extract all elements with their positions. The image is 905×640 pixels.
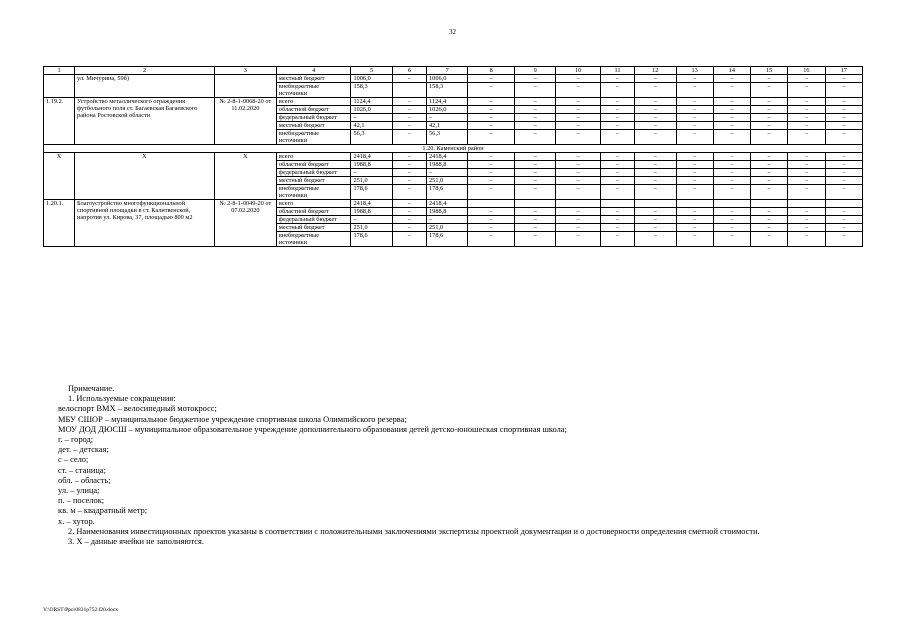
value-cell: – xyxy=(788,169,825,177)
value-cell: – xyxy=(600,185,634,200)
value-cell: – xyxy=(515,153,556,161)
value-cell: – xyxy=(515,114,556,122)
value-cell: – xyxy=(788,224,825,232)
value-cell: – xyxy=(676,224,713,232)
value-cell: 2418,4 xyxy=(427,200,468,208)
value-cell: – xyxy=(392,216,426,224)
value-cell: – xyxy=(751,83,788,98)
value-cell: – xyxy=(600,106,634,114)
value-cell: – xyxy=(713,169,750,177)
value-cell: – xyxy=(825,224,862,232)
funding-source-cell: внебюджетные источники xyxy=(276,130,351,145)
funding-source-cell: местный бюджет xyxy=(276,177,351,185)
value-cell: – xyxy=(676,130,713,145)
value-cell: 42,1 xyxy=(427,122,468,130)
value-cell: – xyxy=(825,130,862,145)
value-cell: – xyxy=(556,75,601,83)
value-cell: – xyxy=(556,130,601,145)
value-cell: 1026,0 xyxy=(351,106,392,114)
header-cell: 4 xyxy=(276,67,351,75)
value-cell: – xyxy=(676,75,713,83)
value-cell: – xyxy=(392,106,426,114)
value-cell: – xyxy=(468,224,515,232)
value-cell: – xyxy=(825,177,862,185)
value-cell: – xyxy=(600,75,634,83)
value-cell: – xyxy=(556,153,601,161)
header-cell: 5 xyxy=(351,67,392,75)
value-cell: – xyxy=(635,216,676,224)
value-cell: – xyxy=(713,177,750,185)
value-cell: – xyxy=(713,75,750,83)
value-cell: – xyxy=(825,83,862,98)
value-cell: – xyxy=(515,232,556,247)
value-cell: – xyxy=(788,208,825,216)
value-cell: – xyxy=(713,216,750,224)
value-cell: – xyxy=(635,169,676,177)
value-cell: – xyxy=(600,232,634,247)
value-cell: – xyxy=(635,177,676,185)
document-cell: № 2-8-1-0068-20 от 11.02.2020 xyxy=(214,98,276,145)
row-number-cell: 1.19.2. xyxy=(44,98,75,145)
funding-source-cell: всего xyxy=(276,153,351,161)
value-cell: 56,3 xyxy=(351,130,392,145)
value-cell: – xyxy=(468,208,515,216)
value-cell: – xyxy=(825,232,862,247)
funding-source-cell: внебюджетные источники xyxy=(276,232,351,247)
value-cell: – xyxy=(676,208,713,216)
value-cell: – xyxy=(600,122,634,130)
value-cell: – xyxy=(713,185,750,200)
project-name-cell: X xyxy=(75,153,215,200)
value-cell: 1988,8 xyxy=(427,208,468,216)
value-cell: – xyxy=(788,122,825,130)
value-cell xyxy=(751,200,788,208)
value-cell: – xyxy=(713,224,750,232)
header-cell: 13 xyxy=(676,67,713,75)
value-cell: – xyxy=(392,114,426,122)
value-cell: – xyxy=(515,208,556,216)
value-cell: – xyxy=(600,153,634,161)
header-cell: 9 xyxy=(515,67,556,75)
value-cell: – xyxy=(713,153,750,161)
value-cell: – xyxy=(788,130,825,145)
document-cell: № 2-8-1-0049-20 от 07.02.2020 xyxy=(214,200,276,247)
value-cell: – xyxy=(676,185,713,200)
value-cell: – xyxy=(600,114,634,122)
value-cell: – xyxy=(676,153,713,161)
value-cell: – xyxy=(751,106,788,114)
section-row xyxy=(44,145,863,153)
funding-source-cell: внебюджетные источники xyxy=(276,185,351,200)
value-cell: – xyxy=(515,224,556,232)
funding-source-cell: внебюджетные источники xyxy=(276,83,351,98)
value-cell xyxy=(556,200,601,208)
value-cell: – xyxy=(825,161,862,169)
value-cell: – xyxy=(515,185,556,200)
value-cell: – xyxy=(635,208,676,216)
value-cell xyxy=(600,200,634,208)
value-cell: – xyxy=(600,224,634,232)
value-cell: – xyxy=(556,185,601,200)
abbreviation-item: дет. – детская; xyxy=(58,445,109,455)
value-cell: – xyxy=(392,98,426,106)
notes-block xyxy=(58,384,868,547)
value-cell: – xyxy=(468,161,515,169)
notes-title: Примечание. xyxy=(68,384,115,393)
value-cell: – xyxy=(751,75,788,83)
abbreviation-item: г. – город; xyxy=(58,435,94,445)
funding-source-cell: федеральный бюджет xyxy=(276,216,351,224)
abbreviation-item: велоспорт ВМХ – велосипедный мотокросс; xyxy=(58,404,217,414)
document-cell xyxy=(214,75,276,98)
value-cell: – xyxy=(825,169,862,177)
value-cell: – xyxy=(751,130,788,145)
header-cell: 8 xyxy=(468,67,515,75)
value-cell: – xyxy=(676,98,713,106)
value-cell: – xyxy=(556,169,601,177)
section-title: 1.20. Каменский район xyxy=(44,145,863,153)
value-cell: 1124,4 xyxy=(351,98,392,106)
abbreviation-list xyxy=(58,404,868,526)
abbreviation-item: п. – поселок; xyxy=(58,496,105,506)
value-cell: – xyxy=(515,130,556,145)
funding-source-cell: областной бюджет xyxy=(276,161,351,169)
value-cell: – xyxy=(392,169,426,177)
table-row xyxy=(44,98,863,106)
value-cell: – xyxy=(825,122,862,130)
abbreviation-item: ст. – станица; xyxy=(58,465,106,475)
value-cell: – xyxy=(713,83,750,98)
value-cell xyxy=(788,200,825,208)
abbreviation-item: с – село; xyxy=(58,455,89,465)
value-cell: – xyxy=(600,130,634,145)
value-cell: – xyxy=(788,177,825,185)
header-cell: 1 xyxy=(44,67,75,75)
value-cell: – xyxy=(825,114,862,122)
value-cell: – xyxy=(427,216,468,224)
value-cell: – xyxy=(788,83,825,98)
value-cell: – xyxy=(635,98,676,106)
value-cell: – xyxy=(751,122,788,130)
value-cell: – xyxy=(515,83,556,98)
value-cell: – xyxy=(468,232,515,247)
value-cell: 2418,4 xyxy=(351,153,392,161)
value-cell: – xyxy=(751,216,788,224)
value-cell: – xyxy=(427,114,468,122)
value-cell: – xyxy=(788,153,825,161)
value-cell: – xyxy=(515,75,556,83)
abbreviation-item: МОУ ДОД ДЮСШ – муниципальное образовательное учреждение дополнительного образования детей детско-юношеская спортивная школа; xyxy=(58,424,567,434)
value-cell: – xyxy=(468,98,515,106)
value-cell: – xyxy=(825,216,862,224)
value-cell: 1988,8 xyxy=(351,161,392,169)
funding-source-cell: всего xyxy=(276,200,351,208)
value-cell: 251,0 xyxy=(351,177,392,185)
abbreviation-item: х. – хутор. xyxy=(58,516,95,526)
value-cell: – xyxy=(635,106,676,114)
value-cell: – xyxy=(468,216,515,224)
value-cell: – xyxy=(556,216,601,224)
value-cell: – xyxy=(468,177,515,185)
value-cell: – xyxy=(788,75,825,83)
value-cell: 251,0 xyxy=(427,224,468,232)
value-cell: 1988,8 xyxy=(351,208,392,216)
funding-source-cell: местный бюджет xyxy=(276,224,351,232)
value-cell: – xyxy=(392,232,426,247)
value-cell: – xyxy=(788,106,825,114)
value-cell: – xyxy=(600,208,634,216)
value-cell: 56,3 xyxy=(427,130,468,145)
value-cell: – xyxy=(468,130,515,145)
header-cell: 3 xyxy=(214,67,276,75)
value-cell: – xyxy=(825,98,862,106)
value-cell: – xyxy=(751,153,788,161)
header-cell: 6 xyxy=(392,67,426,75)
value-cell: – xyxy=(635,83,676,98)
value-cell: – xyxy=(635,232,676,247)
value-cell: – xyxy=(392,75,426,83)
value-cell: – xyxy=(751,177,788,185)
value-cell: – xyxy=(468,122,515,130)
value-cell: – xyxy=(713,208,750,216)
value-cell: – xyxy=(392,130,426,145)
funding-source-cell: областной бюджет xyxy=(276,106,351,114)
value-cell: – xyxy=(676,114,713,122)
value-cell: – xyxy=(635,185,676,200)
value-cell: – xyxy=(351,169,392,177)
value-cell: – xyxy=(713,232,750,247)
funding-source-cell: местный бюджет xyxy=(276,122,351,130)
funding-source-cell: федеральный бюджет xyxy=(276,169,351,177)
value-cell: – xyxy=(515,177,556,185)
value-cell xyxy=(825,200,862,208)
value-cell: – xyxy=(515,106,556,114)
value-cell: 178,6 xyxy=(427,185,468,200)
value-cell: – xyxy=(751,98,788,106)
value-cell: 158,3 xyxy=(351,83,392,98)
header-cell: 15 xyxy=(751,67,788,75)
value-cell: – xyxy=(713,106,750,114)
value-cell: – xyxy=(676,122,713,130)
value-cell: – xyxy=(556,208,601,216)
value-cell: – xyxy=(751,169,788,177)
value-cell: – xyxy=(788,114,825,122)
row-number-cell: X xyxy=(44,153,75,200)
value-cell: – xyxy=(556,177,601,185)
value-cell: – xyxy=(635,114,676,122)
value-cell: 178,6 xyxy=(351,185,392,200)
document-cell: X xyxy=(214,153,276,200)
value-cell: 251,0 xyxy=(351,224,392,232)
value-cell: – xyxy=(676,83,713,98)
table-row xyxy=(44,153,863,161)
abbreviation-item: обл. – область; xyxy=(58,475,111,485)
value-cell: – xyxy=(468,169,515,177)
value-cell: – xyxy=(392,200,426,208)
value-cell: – xyxy=(635,153,676,161)
value-cell: – xyxy=(392,208,426,216)
value-cell: – xyxy=(788,216,825,224)
value-cell: – xyxy=(788,98,825,106)
value-cell: – xyxy=(351,216,392,224)
table-row xyxy=(44,200,863,208)
value-cell: 1006,0 xyxy=(427,75,468,83)
value-cell: – xyxy=(751,161,788,169)
value-cell xyxy=(468,200,515,208)
row-number-cell xyxy=(44,75,75,98)
value-cell: – xyxy=(392,224,426,232)
value-cell: – xyxy=(468,153,515,161)
value-cell: – xyxy=(515,169,556,177)
value-cell: – xyxy=(635,161,676,169)
abbreviation-item: кв. м – квадратный метр; xyxy=(58,506,148,516)
value-cell: – xyxy=(825,185,862,200)
header-cell: 14 xyxy=(713,67,750,75)
header-cell: 7 xyxy=(427,67,468,75)
value-cell: – xyxy=(556,114,601,122)
value-cell: – xyxy=(825,208,862,216)
value-cell: – xyxy=(600,177,634,185)
value-cell: – xyxy=(635,224,676,232)
value-cell: 42,1 xyxy=(351,122,392,130)
header-cell: 11 xyxy=(600,67,634,75)
value-cell: – xyxy=(392,153,426,161)
table-row xyxy=(44,75,863,83)
value-cell: – xyxy=(713,98,750,106)
value-cell: – xyxy=(392,122,426,130)
value-cell: – xyxy=(751,185,788,200)
table-body xyxy=(44,67,863,247)
value-cell: – xyxy=(751,232,788,247)
value-cell: – xyxy=(788,185,825,200)
value-cell: 1124,4 xyxy=(427,98,468,106)
value-cell: – xyxy=(713,114,750,122)
file-path: Y:\ORST\Ppo\0831p752.f20.docx xyxy=(43,607,118,613)
value-cell: – xyxy=(676,216,713,224)
value-cell: 251,0 xyxy=(427,177,468,185)
value-cell: 178,6 xyxy=(351,232,392,247)
value-cell: – xyxy=(825,75,862,83)
value-cell: – xyxy=(556,224,601,232)
value-cell: – xyxy=(600,161,634,169)
value-cell: – xyxy=(825,106,862,114)
value-cell xyxy=(713,200,750,208)
header-cell: 17 xyxy=(825,67,862,75)
value-cell: – xyxy=(468,114,515,122)
value-cell xyxy=(635,200,676,208)
value-cell: – xyxy=(713,122,750,130)
notes-point-1: 1. Используемые сокращения: xyxy=(68,394,176,404)
value-cell: 2418,4 xyxy=(351,200,392,208)
value-cell: 2418,4 xyxy=(427,153,468,161)
budget-table xyxy=(43,66,863,247)
value-cell: – xyxy=(427,169,468,177)
value-cell: – xyxy=(635,130,676,145)
value-cell xyxy=(392,83,426,98)
value-cell: – xyxy=(515,161,556,169)
value-cell: – xyxy=(556,232,601,247)
project-name-cell: Благоустройство многофункциональной спортивной площадки в ст. Калитвенской, напротив ул. Кирова, 37, площадью 800 м2 xyxy=(75,200,215,247)
header-cell: 16 xyxy=(788,67,825,75)
value-cell: – xyxy=(468,83,515,98)
value-cell: – xyxy=(751,208,788,216)
value-cell: – xyxy=(635,122,676,130)
value-cell: – xyxy=(635,75,676,83)
value-cell: – xyxy=(676,232,713,247)
page-number: 32 xyxy=(449,28,456,36)
header-cell: 10 xyxy=(556,67,601,75)
value-cell: 1988,8 xyxy=(427,161,468,169)
value-cell: – xyxy=(556,106,601,114)
notes-point-2: 2. Наименования инвестиционных проектов указаны в соответствии с положительными заключениями экспертизы проектной документации и о достоверности определения сметной стоимости. xyxy=(68,526,760,536)
value-cell: – xyxy=(392,185,426,200)
value-cell: 178,6 xyxy=(427,232,468,247)
value-cell: – xyxy=(468,185,515,200)
value-cell: – xyxy=(788,161,825,169)
header-cell: 12 xyxy=(635,67,676,75)
value-cell: – xyxy=(600,169,634,177)
value-cell: – xyxy=(392,177,426,185)
value-cell: – xyxy=(676,177,713,185)
value-cell: – xyxy=(713,130,750,145)
value-cell: – xyxy=(788,232,825,247)
notes-point-3: 3. X – данные ячейки не заполняются. xyxy=(68,537,204,547)
value-cell xyxy=(676,200,713,208)
value-cell: 158,3 xyxy=(427,83,468,98)
value-cell: – xyxy=(600,216,634,224)
value-cell: – xyxy=(600,83,634,98)
value-cell: – xyxy=(825,153,862,161)
funding-source-cell: всего xyxy=(276,98,351,106)
value-cell: – xyxy=(556,98,601,106)
value-cell: 1006,0 xyxy=(351,75,392,83)
value-cell: – xyxy=(351,114,392,122)
value-cell: – xyxy=(556,122,601,130)
value-cell: – xyxy=(515,216,556,224)
value-cell: – xyxy=(392,161,426,169)
funding-source-cell: федеральный бюджет xyxy=(276,114,351,122)
funding-source-cell: областной бюджет xyxy=(276,208,351,216)
value-cell: – xyxy=(676,106,713,114)
value-cell: – xyxy=(468,106,515,114)
value-cell: 1026,0 xyxy=(427,106,468,114)
value-cell: – xyxy=(751,114,788,122)
value-cell: – xyxy=(676,169,713,177)
value-cell: – xyxy=(556,161,601,169)
value-cell: – xyxy=(751,224,788,232)
project-name-cell: ул. Мичурина, 59б) xyxy=(75,75,215,98)
row-number-cell: 1.20.1. xyxy=(44,200,75,247)
value-cell: – xyxy=(556,83,601,98)
funding-source-cell: местный бюджет xyxy=(276,75,351,83)
value-cell: – xyxy=(676,161,713,169)
value-cell: – xyxy=(713,161,750,169)
abbreviation-item: ул. – улица; xyxy=(58,486,100,496)
header-cell: 2 xyxy=(75,67,215,75)
value-cell: – xyxy=(515,98,556,106)
project-name-cell: Устройство металлического ограждения футбольного поля ст. Багаевская Багаевского района Ростовской области xyxy=(75,98,215,145)
header-row xyxy=(44,67,863,75)
value-cell: – xyxy=(600,98,634,106)
value-cell xyxy=(515,200,556,208)
value-cell: – xyxy=(468,75,515,83)
value-cell: – xyxy=(515,122,556,130)
abbreviation-item: МБУ СШОР – муниципальное бюджетное учреждение спортивная школа Олимпийского резерва; xyxy=(58,414,407,424)
